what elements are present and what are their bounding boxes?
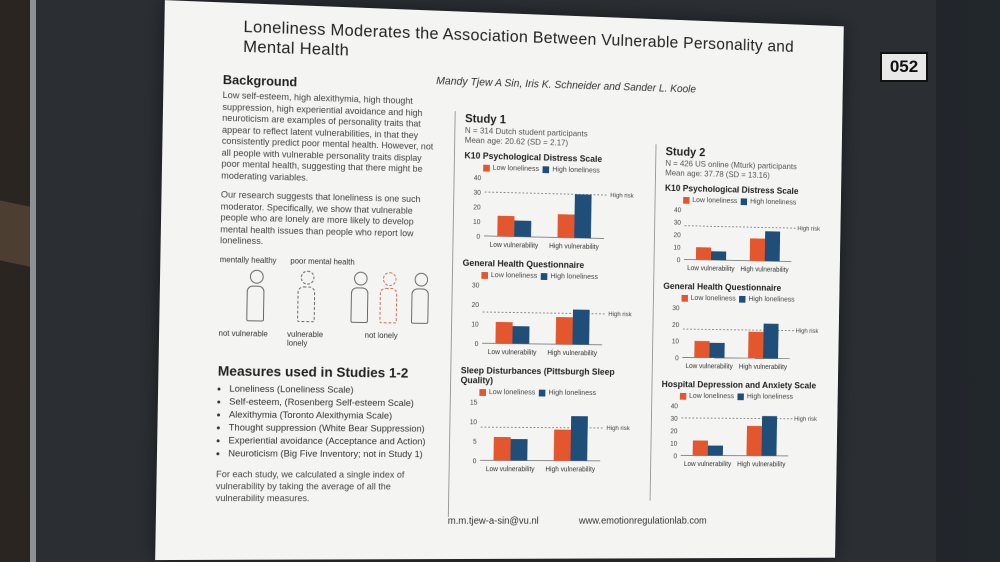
legend-swatch-low xyxy=(680,392,687,399)
high-risk-line xyxy=(685,226,796,228)
high-risk-label: High risk xyxy=(797,225,821,233)
chart-block xyxy=(459,365,648,479)
label-poor-mental-health: poor mental health xyxy=(290,256,355,267)
legend-swatch-low xyxy=(683,196,690,203)
y-tick-label: 10 xyxy=(472,219,481,227)
label-not-lonely: not lonely xyxy=(364,330,398,340)
label-mentally-healthy: mentally healthy xyxy=(219,254,277,265)
vulnerability-index-note: For each study, we calculated a single index of vulnerability by taking the average of all the vulnerability measures. xyxy=(215,467,405,503)
x-tick-label: High vulnerability xyxy=(738,363,788,372)
study2-n: N = 426 US online (Mturk) participants xyxy=(665,158,797,172)
bar-chart xyxy=(463,171,642,253)
y-tick-label: 5 xyxy=(472,438,477,446)
bar-chart xyxy=(461,278,640,358)
x-tick-label: Low vulnerability xyxy=(485,466,535,474)
y-tick-label: 20 xyxy=(471,302,480,310)
measure-item: • Self-esteem, (Rosenberg Self-esteem Scale) xyxy=(229,395,436,410)
y-tick-label: 30 xyxy=(670,415,678,423)
bar xyxy=(761,416,777,456)
chart-block xyxy=(662,281,836,377)
high-risk-label: High risk xyxy=(608,311,632,319)
background-heading: Background xyxy=(222,72,298,90)
y-tick-label: 10 xyxy=(671,338,679,346)
legend-high-label: High loneliness xyxy=(548,387,597,397)
y-tick-label: 0 xyxy=(673,453,678,461)
legend-swatch-high xyxy=(739,295,745,302)
x-tick-label: Low vulnerability xyxy=(687,265,735,273)
bar xyxy=(493,437,510,460)
bar xyxy=(495,322,512,344)
chart-block xyxy=(461,258,650,364)
legend-swatch-low xyxy=(483,164,490,171)
legend-swatch-low xyxy=(481,272,488,279)
y-tick-label: 40 xyxy=(673,207,682,215)
study2-column xyxy=(650,144,839,500)
legend-high-label: High loneliness xyxy=(550,271,599,281)
bar xyxy=(708,446,723,456)
measure-item: • Experiential avoidance (Acceptance and Action) xyxy=(228,434,435,448)
chart-title: General Health Questionnaire xyxy=(462,257,585,271)
legend-swatch-low xyxy=(479,389,486,396)
bar xyxy=(497,216,514,237)
bar xyxy=(694,341,709,358)
measures-heading: Measures used in Studies 1-2 xyxy=(217,362,409,381)
bar xyxy=(554,430,571,461)
y-tick-label: 10 xyxy=(673,244,681,252)
y-tick-label: 0 xyxy=(476,233,481,241)
legend-low-label: Low loneliness xyxy=(488,387,536,397)
bar xyxy=(763,324,779,359)
bar xyxy=(557,214,574,238)
label-not-vulnerable: not vulnerable xyxy=(218,328,268,338)
y-tick-label: 30 xyxy=(473,189,481,197)
bar xyxy=(750,238,765,261)
bar xyxy=(570,416,587,461)
bar xyxy=(709,343,724,358)
legend-swatch-high xyxy=(539,389,546,396)
bar-chart xyxy=(662,301,827,372)
y-tick-label: 20 xyxy=(473,204,481,212)
lab-website: www.emotionregulationlab.com xyxy=(578,515,707,527)
y-tick-label: 30 xyxy=(672,305,680,313)
bar-chart xyxy=(459,396,638,475)
x-tick-label: High vulnerability xyxy=(549,243,599,251)
bar xyxy=(748,332,763,359)
legend-high-label: High loneliness xyxy=(750,196,797,207)
bar xyxy=(556,317,573,344)
chart-title: K10 Psychological Distress Scale xyxy=(464,150,603,164)
x-tick-label: Low vulnerability xyxy=(685,363,733,371)
chart-title: Hospital Depression and Anxiety Scale xyxy=(661,379,817,391)
legend-low-label: Low loneliness xyxy=(690,293,736,303)
y-tick-label: 20 xyxy=(673,232,681,240)
y-tick-label: 20 xyxy=(670,428,678,436)
bar xyxy=(574,194,591,238)
measures-list xyxy=(216,382,435,461)
bar xyxy=(512,326,529,344)
bar xyxy=(514,221,531,237)
x-tick-label: Low vulnerability xyxy=(683,461,732,469)
y-tick-label: 15 xyxy=(469,399,478,407)
y-tick-label: 0 xyxy=(676,257,681,265)
person-icon xyxy=(350,271,368,321)
legend-low-label: Low loneliness xyxy=(490,270,538,280)
bar xyxy=(765,231,780,261)
study2-heading: Study 2 xyxy=(665,144,706,160)
bar xyxy=(572,310,589,345)
person-icon xyxy=(411,272,429,321)
measure-item: • Loneliness (Loneliness Scale) xyxy=(229,382,436,397)
bar-chart xyxy=(664,203,829,275)
study1-heading: Study 1 xyxy=(464,111,507,127)
legend-low-label: Low loneliness xyxy=(688,391,735,401)
legend-low-label: Low loneliness xyxy=(492,162,540,173)
bar xyxy=(693,440,708,455)
booth-number-badge: 052 xyxy=(880,52,928,82)
y-tick-label: 30 xyxy=(471,282,480,290)
bar xyxy=(711,251,726,260)
high-risk-label: High risk xyxy=(610,192,634,200)
legend-swatch-high xyxy=(543,166,550,173)
person-icon xyxy=(246,269,264,319)
y-tick-label: 10 xyxy=(670,440,678,448)
legend-high-label: High loneliness xyxy=(748,294,795,304)
chart-block xyxy=(663,183,837,280)
chart-title: General Health Questionnaire xyxy=(663,281,782,293)
study2-age: Mean age: 37.78 (SD = 13.16) xyxy=(665,167,770,180)
study1-n: N = 314 Dutch student participants xyxy=(464,125,588,139)
bar xyxy=(696,247,711,260)
bar xyxy=(510,439,527,460)
legend-swatch-high xyxy=(541,273,548,280)
person-icon-dashed xyxy=(297,270,315,320)
legend-high-label: High loneliness xyxy=(552,164,600,175)
legend-swatch-low xyxy=(681,294,688,301)
x-tick-label: Low vulnerability xyxy=(489,241,539,250)
concept-figure xyxy=(218,255,438,357)
y-tick-label: 20 xyxy=(672,321,680,329)
poster-footer xyxy=(448,516,744,527)
study2-sample xyxy=(665,158,838,182)
person-icon-red-dashed xyxy=(379,272,397,321)
x-tick-label: Low vulnerability xyxy=(487,349,537,357)
legend-low-label: Low loneliness xyxy=(692,195,738,205)
high-risk-label: High risk xyxy=(606,425,630,433)
study1-age: Mean age: 20.62 (SD = 2.17) xyxy=(464,134,569,148)
x-tick-label: High vulnerability xyxy=(547,349,598,358)
poster-title: Loneliness Moderates the Association Between Vulnerable Personality and Mental Health xyxy=(242,17,795,60)
left-column xyxy=(216,72,441,504)
y-tick-label: 0 xyxy=(675,355,679,363)
y-tick-label: 40 xyxy=(670,403,678,411)
chart-block xyxy=(660,379,834,474)
x-tick-label: High vulnerability xyxy=(740,266,789,274)
chart-block xyxy=(463,150,652,257)
chart-title: K10 Psychological Distress Scale xyxy=(664,183,799,196)
legend-swatch-high xyxy=(738,393,744,400)
x-tick-label: High vulnerability xyxy=(545,466,596,474)
legend-swatch-high xyxy=(741,198,747,205)
legend-high-label: High loneliness xyxy=(746,391,794,401)
y-tick-label: 10 xyxy=(471,321,479,329)
y-tick-label: 40 xyxy=(473,175,482,183)
label-vulnerable-lonely: vulnerable lonely xyxy=(286,329,324,348)
poster-authors: Mandy Tjew A Sin, Iris K. Schneider and Sander L. Koole xyxy=(436,75,697,96)
poster xyxy=(155,0,844,560)
bar xyxy=(746,426,761,456)
y-tick-label: 30 xyxy=(673,219,681,227)
measure-item: • Neuroticism (Big Five Inventory; not in Study 1) xyxy=(228,447,435,461)
background-paragraph-1: Low self-esteem, high alexithymia, high thought suppression, high experiential avoidance and high neuroticism are examples of personality traits that appear to reflect latent vulnerabilities, in that they consistently predict poor mental health. However, not all people with vulnerable personality traits display poor mental health, suggesting that there might be moderating variables. xyxy=(221,89,434,183)
x-tick-label: High vulnerability xyxy=(737,461,786,469)
background-paragraph-2: Our research suggests that loneliness is one such moderator. Specifically, we show that vulnerable people who are lonely are more likely to develop mental health issues than people who report low loneliness. xyxy=(220,189,421,247)
measure-item: • Alexithymia (Toronto Alexithymia Scale) xyxy=(229,408,436,422)
chart-title: Sleep Disturbances (Pittsburgh Sleep Quality) xyxy=(460,365,615,386)
high-risk-label: High risk xyxy=(794,415,817,423)
y-tick-label: 10 xyxy=(469,419,478,427)
study1-column xyxy=(448,111,652,517)
y-tick-label: 0 xyxy=(474,341,479,349)
contact-email: m.m.tjew-a-sin@vu.nl xyxy=(447,515,539,527)
measure-item: • Thought suppression (White Bear Suppression) xyxy=(229,421,436,435)
high-risk-label: High risk xyxy=(795,327,819,335)
y-tick-label: 0 xyxy=(472,458,477,466)
bar-chart xyxy=(660,399,825,469)
